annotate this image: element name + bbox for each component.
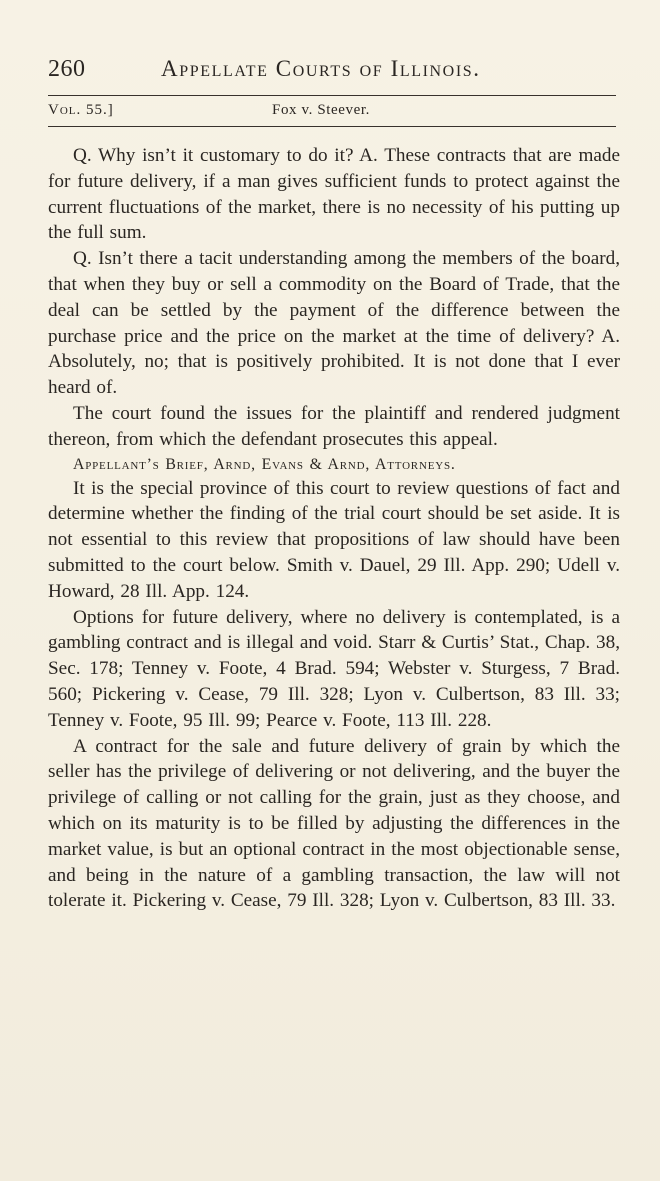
paragraph-brief-3: A contract for the sale and future delivery of grain by which the seller has the privilege of delivering or not delivering, and the buyer the privilege of calling or not calling for the grain, just as they choose, and which on its maturity is to be filled by adjusting the differences in the market value, is but an optional contract in the most objectionable sense, and being in the nature of a gambling transaction, the law will not tolerate it. Pickering v. Cease, 79 Ill. 328; Lyon v. Culbertson, 83 Ill. 33.: [48, 735, 620, 912]
running-title: Appellate Courts of Illinois.: [161, 56, 481, 81]
header-rule-bottom: [48, 126, 616, 127]
volume-label: Vol. 55.]: [48, 102, 114, 118]
header-rule-top: [48, 95, 616, 96]
page-number: 260: [48, 56, 86, 82]
case-line: [48, 100, 616, 122]
paragraph-court-finding: The court found the issues for the plaintiff and rendered judgment thereon, from which the defendant prosecutes this appeal.: [48, 402, 620, 450]
body-text: [48, 143, 620, 914]
running-head: [48, 56, 608, 90]
paragraph-testimony-2: Q. Isn’t there a tacit understanding among the members of the board, that when they buy or sell a commodity on the Board of Trade, that the deal can be settled by the payment of the difference between the purchase price and the price on the market at the time of delivery? A. Absolutely, no; that is positively prohibited. It is not done that I ever heard of.: [48, 248, 620, 399]
paragraph-brief-1: It is the special province of this court to review questions of fact and determine whether the finding of the trial court should be set aside. It is not essential to this review that propositions of law should have been submitted to the court below. Smith v. Dauel, 29 Ill. App. 290; Udell v. Howard, 28 Ill. App. 124.: [48, 477, 620, 602]
paragraph-testimony-1: Q. Why isn’t it customary to do it? A. These contracts that are made for future delivery, if a man gives sufficient funds to protect against the current fluctuations of the market, there is no necessity of his putting up the full sum.: [48, 145, 620, 244]
paragraph-brief-2: Options for future delivery, where no delivery is contemplated, is a gambling contract and is illegal and void. Starr & Curtis’ Stat., Chap. 38, Sec. 178; Tenney v. Foote, 4 Brad. 594; Webster v. Sturgess, 7 Brad. 560; Pickering v. Cease, 79 Ill. 328; Lyon v. Culbertson, 83 Ill. 33; Tenney v. Foote, 95 Ill. 99; Pearce v. Foote, 113 Ill. 228.: [48, 606, 620, 731]
section-heading: Appellant’s Brief, Arnd, Evans & Arnd, Attorneys.: [73, 455, 456, 473]
case-title: Fox v. Steever.: [272, 102, 371, 118]
